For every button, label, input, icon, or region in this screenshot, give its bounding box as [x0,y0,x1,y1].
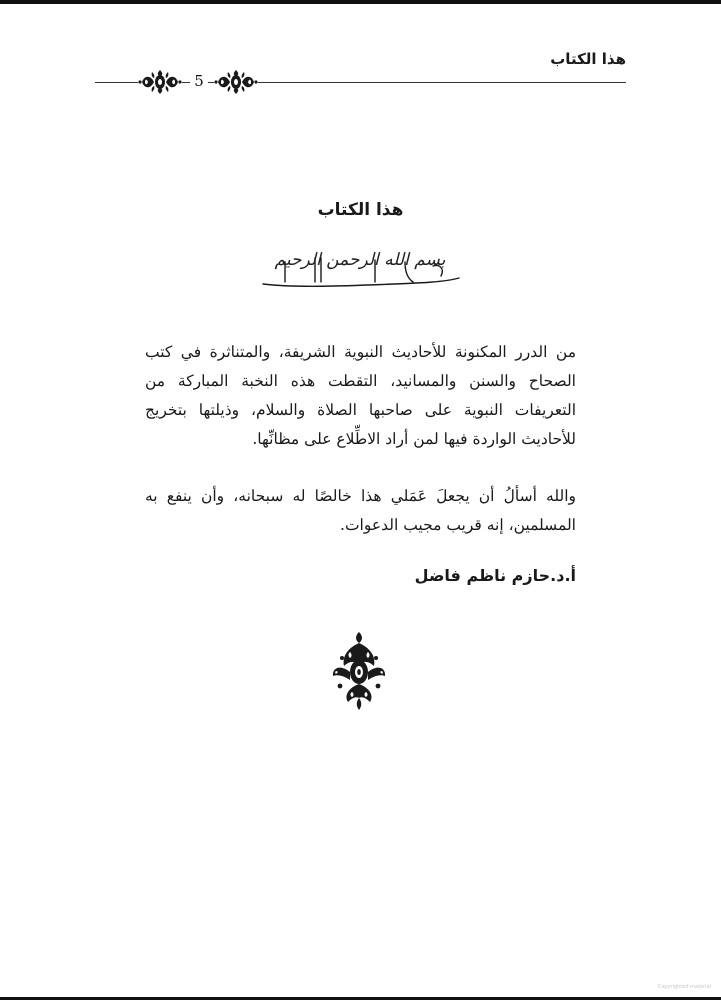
paragraph-text: من الدرر المكنونة للأحاديث النبوية الشريفة، والمتناثرة في كتب الصحاح والسنن والمسانيد، التقطت هذه النخبة المباركة من التعريفات النبوية على صاحبها الصلاة والسلام، وذيلتها بتخريج للأحاديث الواردة فيها لمن أراد الاطِّلاع على مظانِّها. [145,343,576,448]
page-number: 5 [190,71,208,91]
basmala-text: بسم الله الرحمن الرحيم [274,250,446,270]
damask-flourish-icon [214,68,258,96]
watermark: Copyrighted material [657,984,711,990]
paragraph-text: والله أسألُ أن يجعلَ عَمَلي هذا خالصًا له سبحانه، وأن ينفع به المسلمين، إنه قريب مجيب الدعوات. [145,487,576,534]
body-paragraph [145,338,576,454]
running-header-title: هذا الكتاب [550,50,626,68]
top-edge-bar [0,0,721,4]
damask-end-ornament-icon [330,630,388,712]
section-title: هذا الكتاب [317,200,404,220]
author-signature: أ.د.حازم ناظم فاضل [414,566,576,585]
damask-flourish-icon [138,68,182,96]
body-paragraph [145,482,576,540]
basmala-calligraphy [255,248,465,294]
